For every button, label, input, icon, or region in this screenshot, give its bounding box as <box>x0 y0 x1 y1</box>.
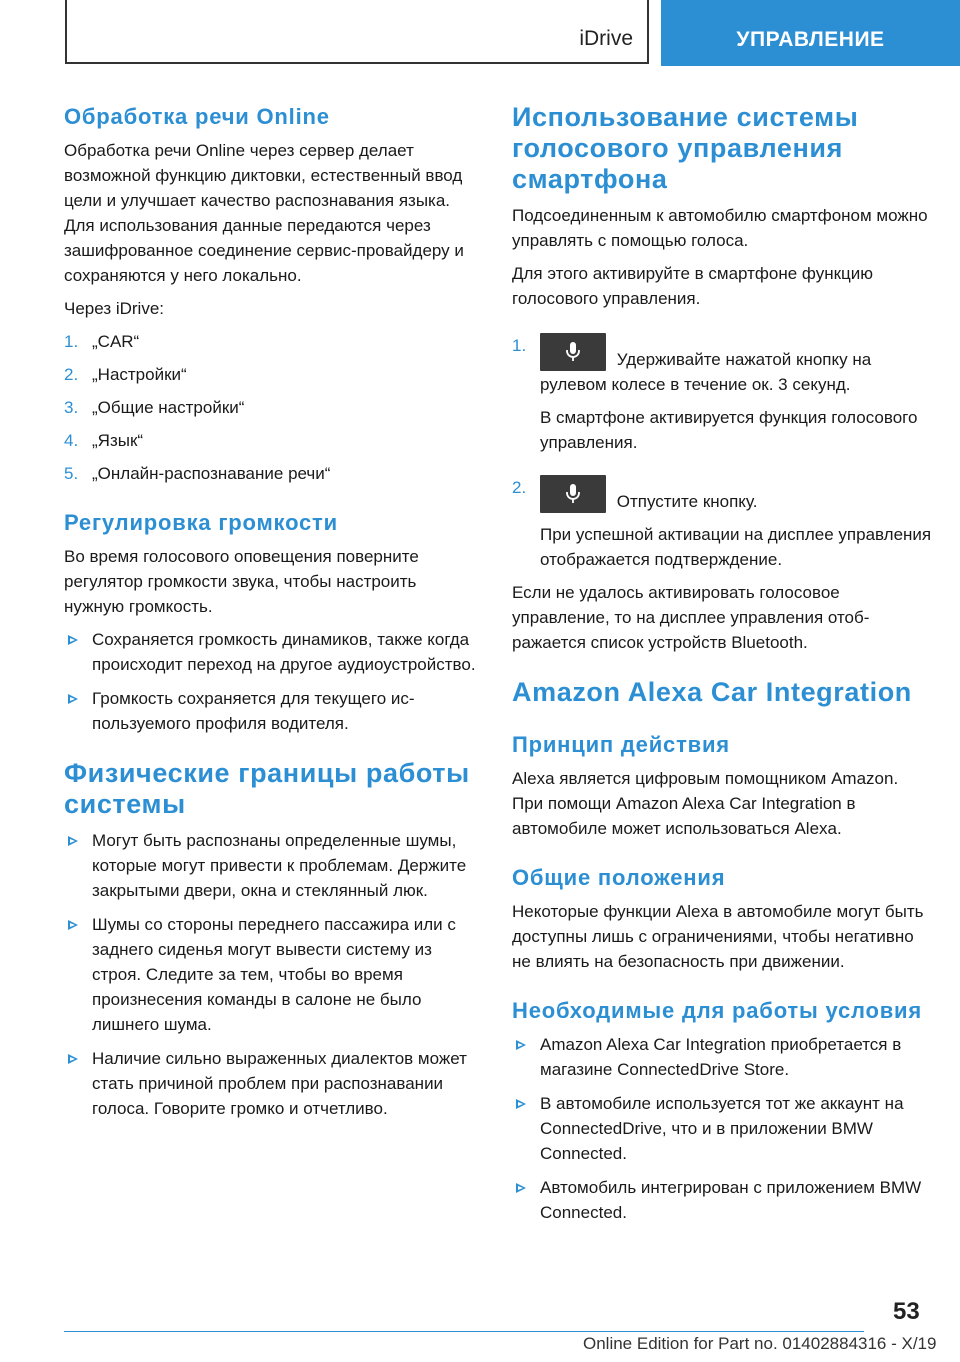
left-column <box>64 102 480 1130</box>
volume-bullets <box>64 627 480 736</box>
list-item: 2. „Настройки“ <box>64 365 187 384</box>
heading-smartphone: Использование системы голосового управления смартфона <box>512 102 859 194</box>
list-item: 2. Отпустите кнопку. При успешной активации на дисплее управления отображается подтверждение. <box>512 475 932 572</box>
list-item: 1. „CAR“ <box>64 332 140 351</box>
triangle-bullet-icon <box>516 1183 526 1193</box>
header-section-box <box>65 0 649 64</box>
list-item: Автомобиль интегрирован с приложением BMW Connected. <box>512 1175 932 1225</box>
footer-edition: Online Edition for Part no. 01402884316 - X/19 <box>583 1334 937 1353</box>
triangle-bullet-icon <box>516 1040 526 1050</box>
list-item: 5. „Онлайн-распознавание речи“ <box>64 464 331 483</box>
heading-alexa: Amazon Alexa Car Integration <box>512 677 912 707</box>
list-item: Amazon Alexa Car Integration приобретается в магазине ConnectedDrive Store. <box>512 1032 932 1082</box>
list-item: 4. „Язык“ <box>64 431 144 450</box>
heading-online: Обработка речи Online <box>64 104 330 129</box>
paragraph-general: Некоторые функции Alexa в автомобиле могут быть доступны лишь с ограничениями, чтобы негативно не влиять на безопасность при движении. <box>512 902 924 971</box>
smartphone-steps <box>512 333 932 572</box>
heading-general: Общие положения <box>512 865 726 890</box>
triangle-bullet-icon <box>68 920 78 930</box>
list-item: Наличие сильно выраженных диалектов может стать причиной проблем при распознавании голоса. Говорите громко и отчетливо. <box>64 1046 480 1121</box>
heading-volume: Регулировка громкости <box>64 510 338 535</box>
requirements-bullets <box>512 1032 932 1225</box>
page-number: 53 <box>893 1298 920 1325</box>
footer-divider <box>64 1331 864 1332</box>
header-chapter-title: УПРАВЛЕНИЕ <box>661 0 960 66</box>
list-item: Громкость сохраняется для текущего используемого профиля водителя. <box>64 686 480 736</box>
triangle-bullet-icon <box>68 635 78 645</box>
paragraph-volume: Во время голосового оповещения поверните регулятор громкости звука, чтобы настроить нужную громкость. <box>64 547 419 616</box>
heading-requirements: Необходимые для работы условия <box>512 998 922 1023</box>
microphone-icon <box>565 484 581 504</box>
right-column <box>512 102 932 1234</box>
list-item: В автомобиле используется тот же аккаунт на ConnectedDrive, что и в приложении BMW Connected. <box>512 1091 932 1166</box>
list-item: Могут быть распознаны определенные шумы, которые могут привести к проблемам. Держите закрытыми двери, окна и стеклянный люк. <box>64 828 480 903</box>
paragraph-via-idrive: Через iDrive: <box>64 299 165 318</box>
paragraph-smartphone-1: Подсоединенным к автомобилю смартфоном можно управлять с помощью голоса. <box>512 206 928 250</box>
triangle-bullet-icon <box>68 1054 78 1064</box>
microphone-button <box>540 475 606 513</box>
microphone-button <box>540 333 606 371</box>
paragraph-principle: Alexa является цифровым помощником Amazon. При помощи Amazon Alexa Car Integration в автомобиле может использоваться Alexa. <box>512 769 899 838</box>
heading-principle: Принцип действия <box>512 732 730 757</box>
idrive-steps <box>64 329 480 486</box>
paragraph-online: Обработка речи Online через сервер делает возможной функцию диктовки, естественный ввод цели и улучшает качество распознавания языка. Для использования данные передаются через зашифрованное соединение сервис-провайдеру и сохраняются у него локально. <box>64 141 464 285</box>
list-item: 1. Удерживайте нажатой кнопку на рулевом колесе в течение ок. 3 секунд. В смартфоне активируется функция голосового управления. <box>512 333 932 455</box>
list-item: Сохраняется громкость динамиков, также когда происходит переход на другое аудиоустройство. <box>64 627 480 677</box>
triangle-bullet-icon <box>516 1099 526 1109</box>
paragraph-smartphone-2: Для этого активируйте в смартфоне функцию голосового управления. <box>512 264 874 308</box>
list-item: Шумы со стороны переднего пассажира или с заднего сиденья могут вывести систему из строя. Следите за тем, чтобы во время произнесения команды в салоне не было лишнего шума. <box>64 912 480 1037</box>
triangle-bullet-icon <box>68 694 78 704</box>
microphone-icon <box>565 342 581 362</box>
header-section-title: iDrive <box>579 27 633 50</box>
page-header <box>0 0 960 66</box>
triangle-bullet-icon <box>68 836 78 846</box>
heading-limits: Физические границы работы системы <box>64 758 470 819</box>
limits-bullets <box>64 828 480 1121</box>
paragraph-smartphone-3: Если не удалось активировать голосовое управление, то на дисплее управления отображается список устройств Bluetooth. <box>512 583 870 652</box>
list-item: 3. „Общие настройки“ <box>64 398 245 417</box>
